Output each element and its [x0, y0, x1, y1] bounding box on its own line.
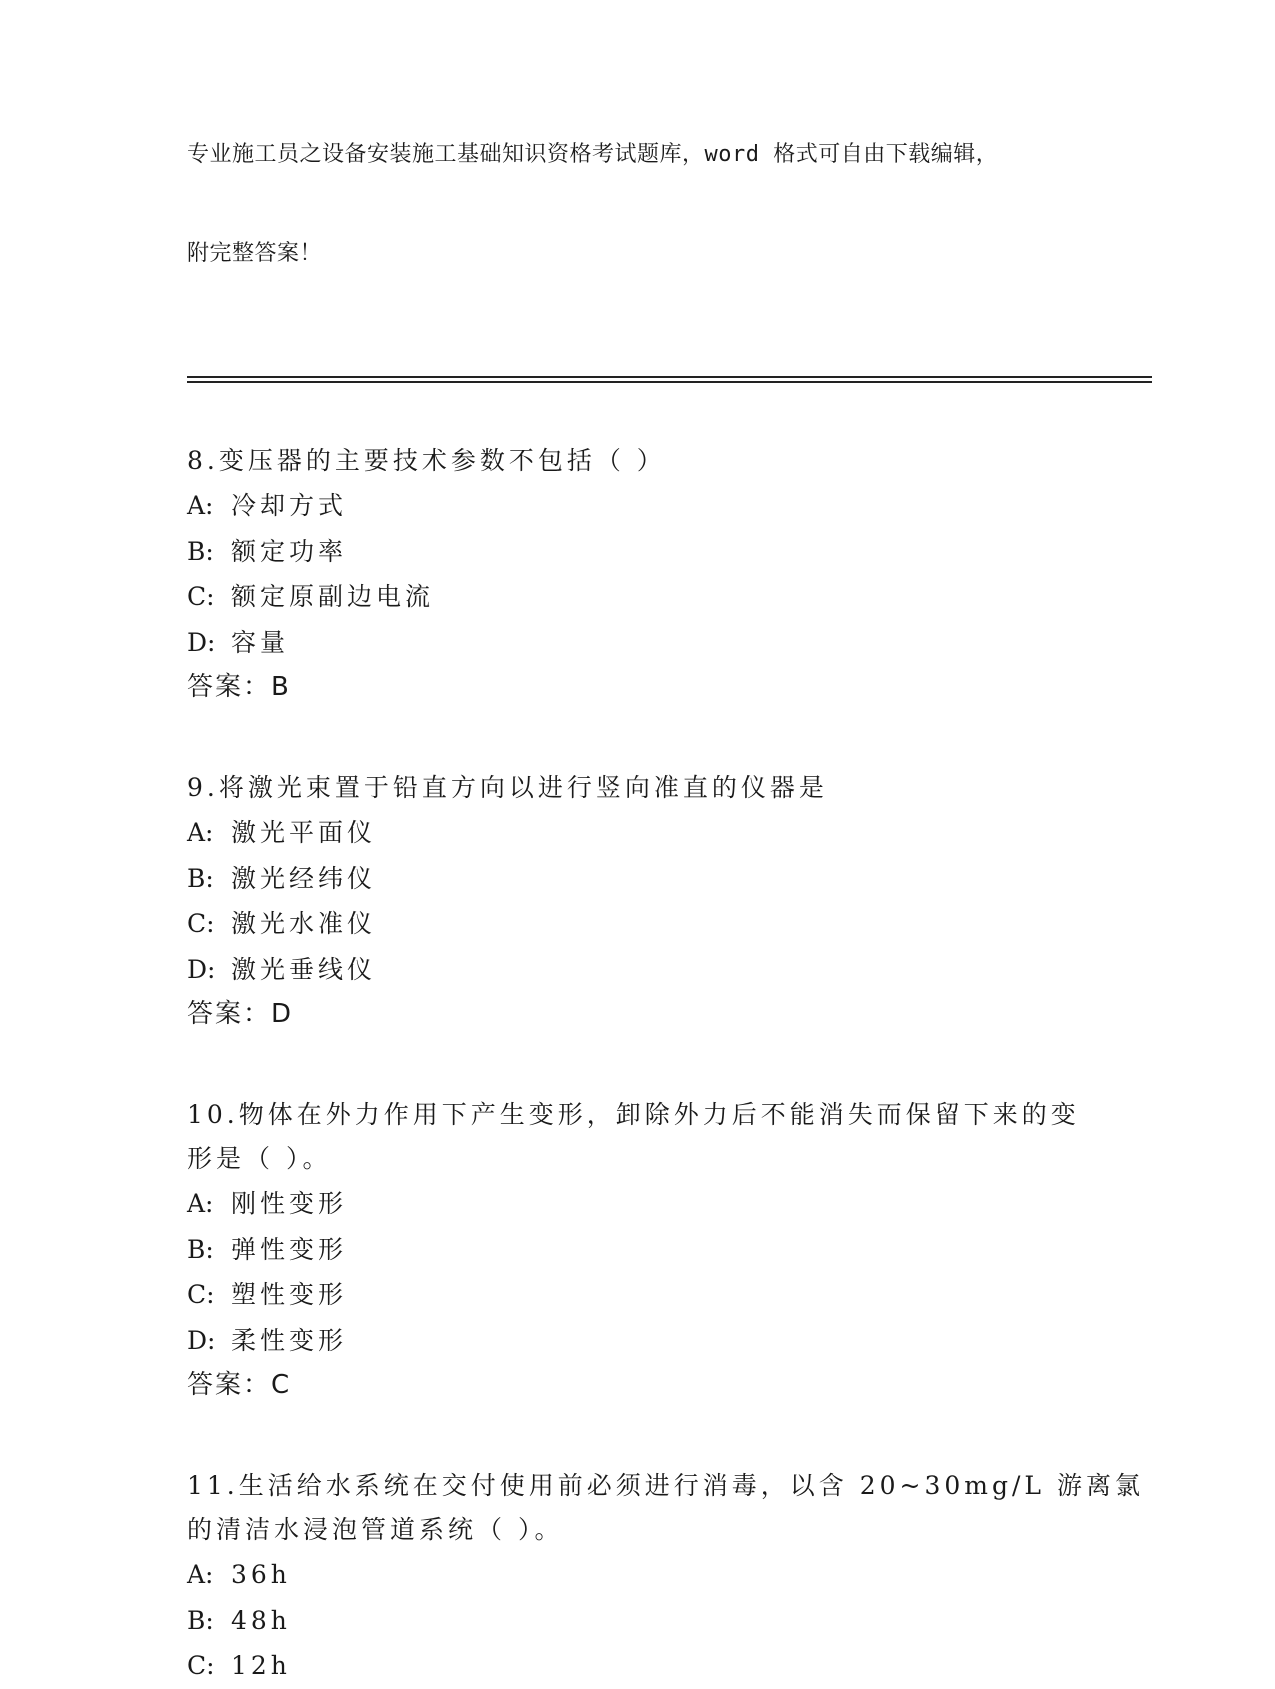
option-letter: C: [187, 1280, 215, 1309]
option-letter: A: [187, 1560, 214, 1589]
header-line-1: 专业施工员之设备安装施工基础知识资格考试题库，word 格式可自由下载编辑， [187, 142, 999, 167]
option-letter: D: [187, 627, 216, 657]
question-stem-line: 10.物体在外力作用下产生变形，卸除外力后不能消失而保留下来的变 [187, 1100, 1080, 1129]
option-text: 48h [231, 1605, 291, 1635]
option-text: 12h [231, 1651, 291, 1680]
option-letter: D: [187, 954, 216, 984]
option-d [187, 620, 1152, 666]
question-9 [187, 766, 1152, 1037]
option-text: 激光经纬仪 [231, 863, 377, 893]
question-stem-line: 形是（ ）。 [187, 1144, 332, 1173]
option-letter: D: [187, 1325, 216, 1355]
answer-line: 答案：B [187, 672, 291, 702]
option-a [187, 1181, 1152, 1227]
option-b [187, 1598, 1152, 1644]
answer-line: 答案：D [187, 999, 294, 1029]
option-a [187, 1552, 1152, 1598]
option-text: 激光水准仪 [231, 909, 377, 938]
option-text: 塑性变形 [231, 1280, 348, 1309]
option-d [187, 947, 1152, 993]
option-letter: C: [187, 1651, 215, 1680]
header-double-rule [187, 376, 1152, 383]
option-letter: A: [187, 491, 214, 520]
option-letter: B: [187, 1234, 214, 1264]
option-text: 冷却方式 [231, 491, 348, 520]
option-text: 弹性变形 [231, 1234, 348, 1264]
option-d [187, 1318, 1152, 1364]
option-letter: C: [187, 582, 215, 611]
option-letter: B: [187, 536, 214, 566]
option-text: 36h [231, 1560, 291, 1589]
option-letter: B: [187, 1605, 214, 1635]
option-a [187, 810, 1152, 856]
document-page [187, 72, 1152, 1689]
option-a [187, 483, 1152, 529]
option-text: 额定原副边电流 [231, 582, 435, 611]
option-b [187, 1227, 1152, 1273]
question-stem-line: 的清洁水浸泡管道系统（ ）。 [187, 1515, 564, 1544]
question-10 [187, 1093, 1152, 1408]
question-11 [187, 1464, 1152, 1689]
question-stem [187, 439, 1152, 483]
question-stem [187, 1093, 1152, 1181]
question-stem-line: 9.将激光束置于铅直方向以进行竖向准直的仪器是 [187, 773, 828, 802]
option-text: 刚性变形 [231, 1189, 348, 1218]
option-letter: A: [187, 818, 214, 847]
option-text: 柔性变形 [231, 1325, 348, 1355]
question-stem [187, 766, 1152, 810]
option-letter: B: [187, 863, 214, 893]
option-text: 容量 [231, 627, 290, 657]
option-letter: A: [187, 1189, 214, 1218]
question-stem [187, 1464, 1152, 1552]
answer-line: 答案：C [187, 1370, 292, 1400]
option-c [187, 1272, 1152, 1318]
question-8 [187, 439, 1152, 710]
question-stem-line: 11.生活给水系统在交付使用前必须进行消毒，以含 20~30mg/L 游离氯 [187, 1471, 1144, 1500]
question-stem-line: 8.变压器的主要技术参数不包括（ ） [187, 446, 666, 475]
option-b [187, 856, 1152, 902]
option-text: 额定功率 [231, 536, 348, 566]
header-line-2: 附完整答案！ [187, 241, 323, 266]
option-letter: C: [187, 909, 215, 938]
option-c [187, 574, 1152, 620]
option-text: 激光平面仪 [231, 818, 377, 847]
option-b [187, 529, 1152, 575]
option-text: 激光垂线仪 [231, 954, 377, 984]
option-c [187, 901, 1152, 947]
document-header [187, 72, 1152, 336]
